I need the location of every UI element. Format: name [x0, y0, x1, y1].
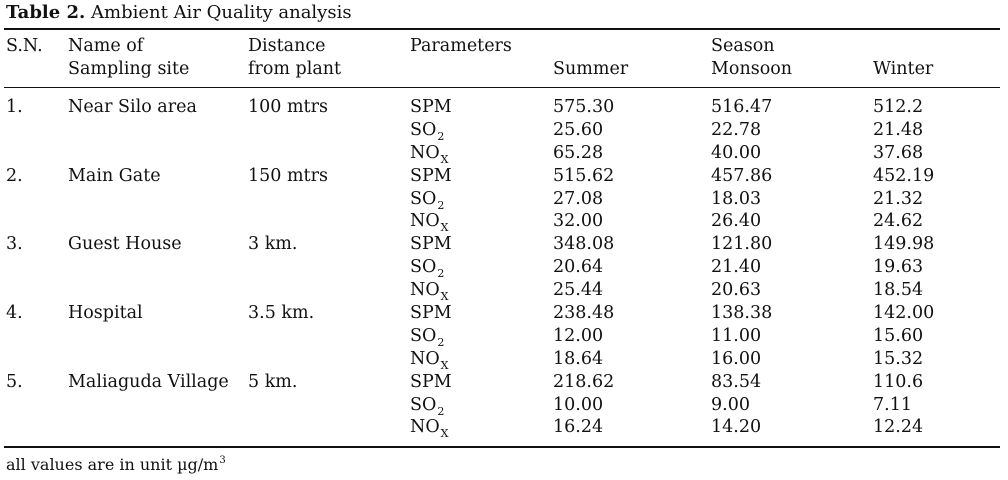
parameter-subscript: 2 [437, 198, 445, 212]
table-caption-title: Ambient Air Quality analysis [91, 2, 352, 23]
bottom-rule [4, 446, 1000, 448]
parameter-base: SO [410, 394, 437, 415]
monsoon-value: 22.78 [711, 119, 762, 140]
parameter-name [410, 416, 449, 441]
winter-value: 512.2 [873, 97, 924, 117]
site-name: Near Silo area [68, 97, 197, 117]
winter-value: 149.98 [873, 234, 935, 255]
winter-value: 142.00 [873, 303, 935, 324]
parameter-subscript: X [440, 290, 449, 304]
parameter-name [410, 210, 449, 235]
table-row [0, 119, 1008, 142]
parameter-base: NO [410, 142, 440, 163]
monsoon-value: 26.40 [711, 211, 762, 232]
summer-value: 10.00 [553, 394, 604, 415]
header-sampling-site [68, 35, 189, 81]
table-row [0, 325, 1008, 348]
winter-value: 12.24 [873, 417, 924, 438]
parameter-subscript: X [440, 427, 449, 441]
table-caption-label: Table 2. [6, 2, 86, 23]
winter-value: 452.19 [873, 165, 935, 186]
monsoon-value: 83.54 [711, 371, 762, 392]
parameter-subscript: 2 [437, 404, 445, 418]
parameter-name [410, 119, 444, 144]
monsoon-value: 14.20 [711, 417, 762, 438]
site-distance: 5 km. [248, 371, 298, 392]
winter-value: 19.63 [873, 257, 924, 278]
summer-value: 238.48 [553, 303, 615, 324]
parameter-subscript: 2 [437, 335, 445, 349]
summer-value: 348.08 [553, 234, 615, 255]
parameter-base: SPM [410, 371, 452, 392]
summer-value: 65.28 [553, 142, 604, 163]
parameter-name [410, 165, 452, 188]
header-winter: Winter [873, 59, 934, 79]
parameter-name [410, 96, 452, 119]
monsoon-value: 11.00 [711, 325, 762, 346]
parameter-name [410, 142, 449, 167]
header-parameters: Parameters [410, 36, 512, 56]
header-distance-line2: from plant [248, 59, 342, 79]
table-row [0, 302, 1008, 325]
winter-value: 7.11 [873, 394, 912, 415]
winter-value: 110.6 [873, 371, 924, 392]
monsoon-value: 18.03 [711, 188, 762, 209]
header-season: Season [711, 36, 775, 56]
site-distance: 100 mtrs [248, 97, 328, 117]
table-row [0, 348, 1008, 371]
table-row [0, 416, 1008, 439]
parameter-name [410, 348, 449, 373]
parameter-subscript: X [440, 221, 449, 235]
parameter-base: NO [410, 417, 440, 438]
site-number: 5. [6, 371, 23, 392]
parameter-subscript: X [440, 358, 449, 372]
table-row [0, 233, 1008, 256]
parameter-name [410, 371, 452, 394]
summer-value: 25.60 [553, 119, 604, 140]
header-sn: S.N. [6, 36, 43, 56]
parameter-base: SO [410, 188, 437, 209]
winter-value: 37.68 [873, 142, 924, 163]
site-distance: 3.5 km. [248, 303, 315, 324]
header-distance-line1: Distance [248, 36, 326, 56]
table-caption [6, 2, 352, 23]
winter-value: 24.62 [873, 211, 924, 232]
site-name: Main Gate [68, 165, 161, 186]
parameter-base: SPM [410, 165, 452, 186]
table-row [0, 165, 1008, 188]
footnote-text: all values are in unit µg/m [6, 455, 219, 474]
summer-value: 218.62 [553, 371, 615, 392]
parameter-name [410, 394, 444, 419]
monsoon-value: 21.40 [711, 257, 762, 278]
table-row [0, 279, 1008, 302]
parameter-name [410, 279, 449, 304]
site-distance: 3 km. [248, 234, 298, 255]
parameter-base: SPM [410, 234, 452, 255]
site-name: Guest House [68, 234, 182, 255]
winter-value: 21.32 [873, 188, 924, 209]
monsoon-value: 516.47 [711, 97, 773, 117]
parameter-name [410, 188, 444, 213]
parameter-name [410, 256, 444, 281]
table-row [0, 96, 1008, 119]
parameter-name [410, 325, 444, 350]
header-distance [248, 35, 341, 81]
parameter-subscript: 2 [437, 129, 445, 143]
summer-value: 12.00 [553, 325, 604, 346]
summer-value: 32.00 [553, 211, 604, 232]
monsoon-value: 9.00 [711, 394, 750, 415]
summer-value: 515.62 [553, 165, 615, 186]
table-row [0, 142, 1008, 165]
parameter-base: SO [410, 325, 437, 346]
table-row [0, 371, 1008, 394]
site-number: 1. [6, 97, 23, 117]
monsoon-value: 121.80 [711, 234, 773, 255]
site-number: 4. [6, 303, 23, 324]
header-sampling-site-line1: Name of [68, 36, 144, 56]
header-rule [4, 87, 1000, 88]
winter-value: 21.48 [873, 119, 924, 140]
header-monsoon: Monsoon [711, 59, 793, 79]
parameter-name [410, 302, 452, 325]
winter-value: 15.60 [873, 325, 924, 346]
monsoon-value: 16.00 [711, 348, 762, 369]
parameter-base: NO [410, 348, 440, 369]
monsoon-value: 457.86 [711, 165, 773, 186]
winter-value: 18.54 [873, 280, 924, 301]
site-number: 3. [6, 234, 23, 255]
parameter-base: NO [410, 211, 440, 232]
monsoon-value: 40.00 [711, 142, 762, 163]
header-summer: Summer [553, 59, 629, 79]
parameter-base: SO [410, 119, 437, 140]
parameter-subscript: 2 [437, 267, 445, 281]
site-distance: 150 mtrs [248, 165, 328, 186]
parameter-base: SPM [410, 97, 452, 117]
winter-value: 15.32 [873, 348, 924, 369]
table-body [0, 96, 1008, 439]
summer-value: 20.64 [553, 257, 604, 278]
summer-value: 25.44 [553, 280, 604, 301]
table-row [0, 256, 1008, 279]
footnote-superscript: 3 [219, 455, 226, 466]
site-name: Maliaguda Village [68, 371, 229, 392]
summer-value: 16.24 [553, 417, 604, 438]
table-row [0, 210, 1008, 233]
parameter-base: NO [410, 280, 440, 301]
top-rule [4, 28, 1000, 30]
parameter-base: SPM [410, 303, 452, 324]
parameter-base: SO [410, 257, 437, 278]
summer-value: 27.08 [553, 188, 604, 209]
parameter-subscript: X [440, 152, 449, 166]
table-footnote [6, 455, 226, 474]
monsoon-value: 20.63 [711, 280, 762, 301]
header-sampling-site-line2: Sampling site [68, 59, 190, 79]
summer-value: 575.30 [553, 97, 615, 117]
monsoon-value: 138.38 [711, 303, 773, 324]
parameter-name [410, 233, 452, 256]
site-name: Hospital [68, 303, 143, 324]
table-row [0, 394, 1008, 417]
site-number: 2. [6, 165, 23, 186]
summer-value: 18.64 [553, 348, 604, 369]
table-row [0, 188, 1008, 211]
